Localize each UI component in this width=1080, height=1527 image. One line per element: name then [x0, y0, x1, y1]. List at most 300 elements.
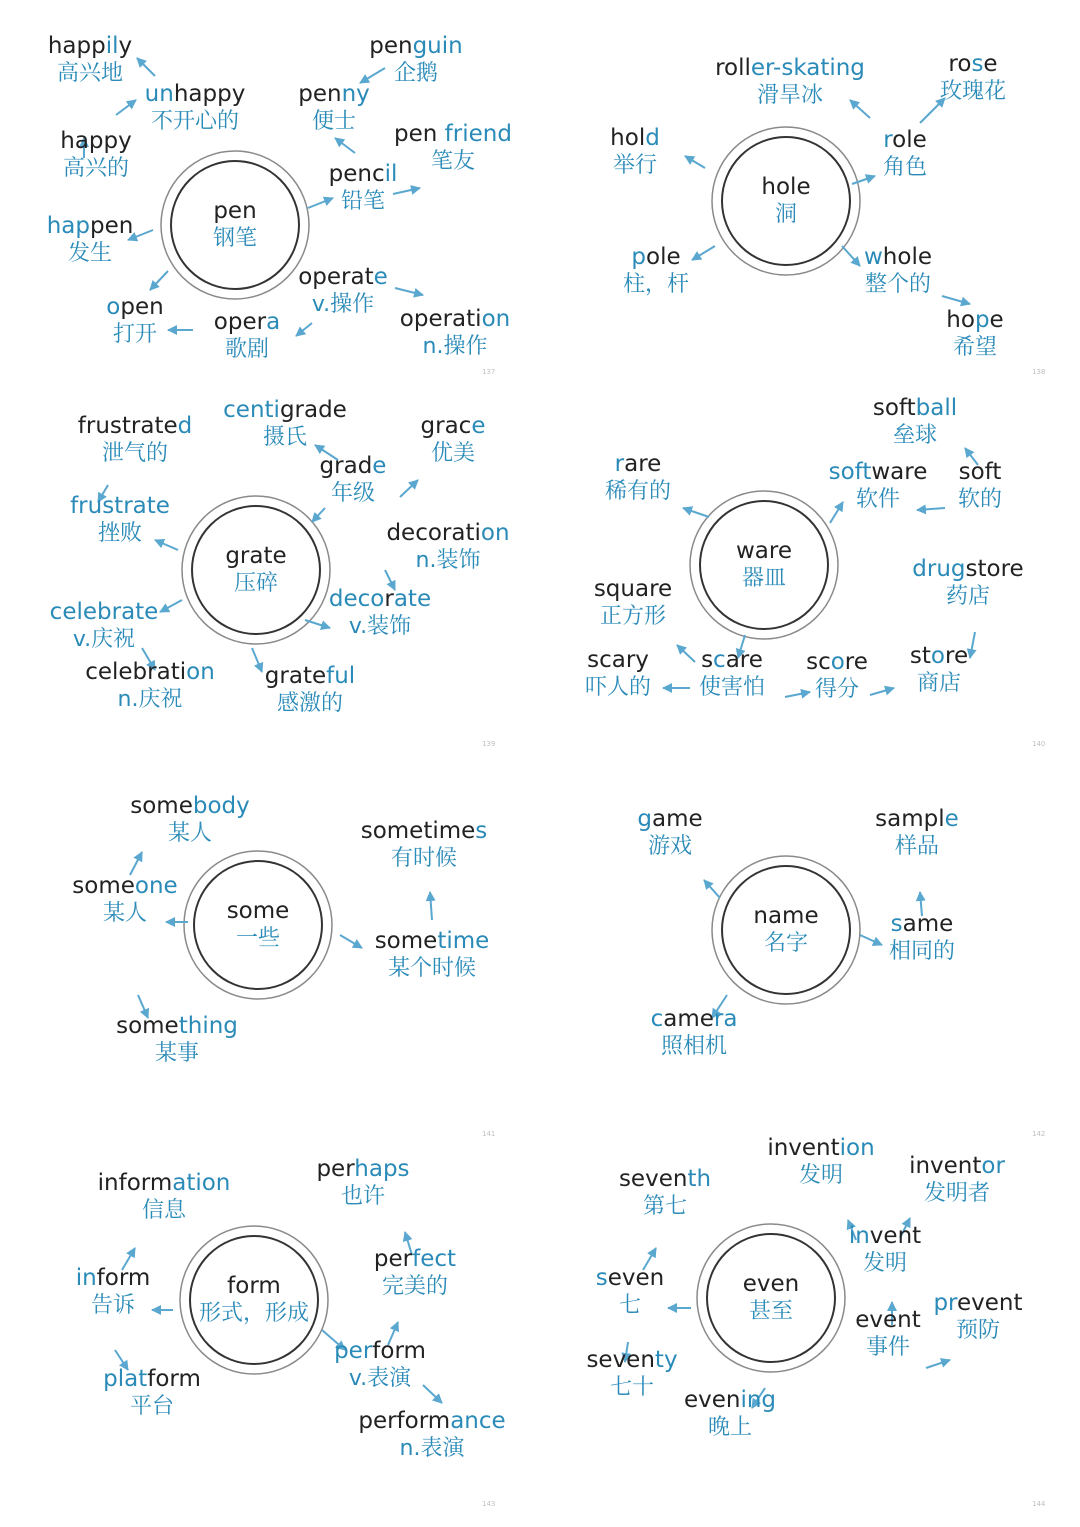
- branch-word: [214, 309, 280, 363]
- chinese-meaning: n.装饰: [415, 547, 481, 573]
- highlighted-segment: on: [186, 659, 215, 686]
- word-segment: happy: [60, 128, 132, 155]
- highlighted-segment: e: [372, 453, 387, 480]
- word-segment: soft: [872, 395, 916, 422]
- branch-word: [610, 125, 660, 179]
- chinese-meaning: 发明: [798, 1162, 843, 1188]
- english-word: [329, 161, 398, 189]
- chinese-meaning: 企鹅: [393, 60, 439, 86]
- word-segment: st: [909, 643, 931, 670]
- branch-word: [130, 793, 250, 847]
- branch-word: [70, 493, 170, 547]
- word-segment: even: [683, 1387, 741, 1414]
- page-number: 139: [482, 740, 496, 748]
- highlighted-segment: on: [481, 306, 511, 333]
- english-word: [227, 898, 290, 926]
- english-word: [596, 1265, 664, 1293]
- word-segment: s: [701, 647, 714, 674]
- word-segment: invent: [909, 1153, 982, 1180]
- chinese-meaning: 歌剧: [224, 336, 270, 362]
- word-segment: re: [944, 643, 969, 670]
- mindmap-panel-even: [580, 1135, 1080, 1520]
- word-segment: decorati: [386, 520, 481, 547]
- chinese-meaning: 预防: [955, 1317, 1001, 1343]
- branch-word: [619, 1166, 711, 1220]
- branch-word: [375, 928, 490, 982]
- highlighted-segment: s: [475, 818, 488, 845]
- highlighted-segment: s: [971, 51, 984, 78]
- word-segment: penc: [328, 161, 385, 188]
- chinese-meaning: 垒球: [892, 422, 937, 448]
- highlighted-segment: celebrate: [49, 599, 159, 626]
- highlighted-segment: ful: [326, 663, 356, 690]
- chinese-meaning: 年级: [330, 480, 375, 506]
- mindmap-panel-grate: [30, 390, 530, 760]
- highlighted-segment: deco: [328, 586, 385, 613]
- word-segment: scary: [587, 647, 649, 674]
- arrow: [395, 288, 423, 295]
- branch-word: [605, 451, 671, 505]
- word-segment: perform: [358, 1408, 451, 1435]
- highlighted-segment: un: [144, 81, 174, 108]
- mindmap-panel-hole: [580, 18, 1080, 388]
- highlighted-segment: plat: [103, 1366, 148, 1393]
- chinese-meaning: v.装饰: [348, 613, 412, 639]
- highlighted-segment: fect: [412, 1246, 457, 1273]
- word-segment: pen: [213, 198, 257, 225]
- word-segment: some: [72, 873, 135, 900]
- english-word: [806, 649, 868, 677]
- branch-word: [329, 586, 431, 640]
- english-word: [829, 459, 928, 487]
- branch-word: [873, 395, 957, 449]
- highlighted-segment: ate: [393, 586, 432, 613]
- highlighted-segment: c: [713, 647, 726, 674]
- arrow: [305, 620, 330, 628]
- word-segment: invent: [767, 1135, 840, 1162]
- english-word: [320, 453, 387, 481]
- english-word: [605, 451, 671, 479]
- word-segment: grade: [279, 397, 347, 424]
- word-segment: ole: [892, 127, 927, 154]
- word-segment: grate: [264, 663, 327, 690]
- branch-word: [909, 1153, 1005, 1207]
- page-number: 141: [482, 1130, 496, 1138]
- chinese-meaning: n.庆祝: [117, 686, 183, 712]
- chinese-meaning: 事件: [865, 1334, 911, 1360]
- chinese-meaning: 优美: [430, 440, 476, 466]
- highlighted-segment: ny: [341, 81, 370, 108]
- english-word: [369, 33, 462, 61]
- word-segment: pen: [394, 121, 445, 148]
- branch-word: [48, 33, 132, 87]
- branch-word: [958, 459, 1002, 513]
- chinese-meaning: 钢笔: [212, 225, 258, 251]
- word-segment: e: [983, 51, 998, 78]
- chinese-meaning: 某事: [154, 1040, 200, 1066]
- chinese-meaning: 吓人的: [584, 674, 652, 700]
- english-word: [610, 125, 660, 153]
- word-segment: y: [118, 33, 133, 60]
- branch-word: [684, 1387, 776, 1441]
- english-word: [864, 244, 932, 272]
- page-number: 142: [1032, 1130, 1046, 1138]
- highlighted-segment: ra: [713, 1006, 738, 1033]
- arrow: [692, 246, 715, 260]
- english-word: [76, 1265, 151, 1293]
- chinese-meaning: 发明者: [923, 1180, 991, 1206]
- word-segment: operat: [298, 264, 374, 291]
- page-number: 140: [1032, 740, 1046, 748]
- chinese-meaning: 七十: [609, 1374, 654, 1400]
- chinese-meaning: v.操作: [311, 291, 375, 317]
- english-word: [85, 659, 215, 687]
- highlighted-segment: g: [637, 806, 652, 833]
- highlighted-segment: er-skating: [750, 55, 865, 82]
- highlighted-segment: e: [944, 806, 959, 833]
- branch-word: [637, 806, 702, 860]
- english-word: [912, 556, 1023, 584]
- arrow: [312, 508, 325, 522]
- word-segment: event: [855, 1307, 921, 1334]
- highlighted-segment: one: [134, 873, 178, 900]
- word-segment: are: [725, 647, 763, 674]
- english-word: [60, 128, 131, 156]
- arrow: [683, 508, 709, 517]
- branch-word: [103, 1366, 201, 1420]
- center-word: [743, 1271, 800, 1325]
- branch-word: [883, 127, 927, 181]
- branch-word: [933, 1290, 1022, 1344]
- chinese-meaning: 发生: [67, 240, 113, 266]
- chinese-meaning: 感激的: [276, 690, 343, 716]
- english-word: [940, 51, 1006, 79]
- highlighted-segment: ing: [740, 1387, 777, 1414]
- word-segment: re: [844, 649, 868, 676]
- english-word: [586, 1347, 677, 1375]
- branch-word: [76, 1265, 151, 1319]
- word-segment: soft: [958, 459, 1002, 486]
- english-word: [298, 81, 370, 109]
- word-segment: happ: [47, 33, 106, 60]
- branch-word: [829, 459, 928, 513]
- english-word: [298, 264, 388, 292]
- arrow: [677, 645, 695, 662]
- highlighted-segment: centi: [223, 397, 280, 424]
- branch-word: [940, 51, 1006, 105]
- highlighted-segment: s: [890, 911, 903, 938]
- chinese-meaning: 软的: [957, 486, 1003, 512]
- english-word: [130, 793, 250, 821]
- highlighted-segment: time: [437, 928, 490, 955]
- word-segment: form: [147, 1366, 201, 1393]
- english-word: [585, 647, 651, 675]
- chinese-meaning: 便士: [311, 108, 356, 134]
- branch-word: [715, 55, 865, 109]
- branch-word: [910, 643, 968, 697]
- english-word: [145, 81, 246, 109]
- english-word: [375, 928, 490, 956]
- word-segment: even: [742, 1271, 800, 1298]
- highlighted-segment: r: [883, 127, 893, 154]
- branch-word: [358, 1408, 505, 1462]
- word-segment: sc: [806, 649, 831, 676]
- word-segment: e: [989, 307, 1004, 334]
- arrow: [296, 323, 312, 336]
- arrow: [130, 852, 142, 875]
- chinese-meaning: 样品: [894, 833, 940, 859]
- page-number: 144: [1032, 1500, 1046, 1508]
- chinese-meaning: 七: [618, 1292, 642, 1318]
- word-segment: ame: [651, 806, 703, 833]
- chinese-meaning: 第七: [642, 1193, 687, 1219]
- english-word: [743, 1271, 800, 1299]
- english-word: [225, 543, 286, 571]
- highlighted-segment: il: [105, 33, 119, 60]
- english-word: [223, 397, 347, 425]
- chinese-meaning: 角色: [882, 154, 928, 180]
- mindmap-panel-name: [580, 780, 1080, 1150]
- branch-word: [596, 1265, 664, 1319]
- center-word: [225, 543, 286, 597]
- english-word: [394, 121, 512, 149]
- word-segment: happy: [173, 81, 246, 108]
- english-word: [761, 174, 810, 202]
- mindmap-panel-form: [30, 1150, 530, 1520]
- chinese-meaning: 泄气的: [101, 440, 168, 466]
- word-segment: operati: [399, 306, 482, 333]
- branch-word: [116, 1013, 238, 1067]
- highlighted-segment: a: [266, 309, 281, 336]
- arrow: [335, 138, 355, 153]
- branch-word: [316, 1156, 409, 1210]
- branch-word: [298, 81, 370, 135]
- highlighted-segment: ation: [172, 1170, 231, 1197]
- chinese-meaning: 某人: [102, 900, 147, 926]
- english-word: [619, 1166, 711, 1194]
- branch-word: [594, 576, 672, 630]
- chinese-meaning: n.操作: [422, 333, 488, 359]
- arrow: [842, 246, 860, 266]
- highlighted-segment: e: [471, 413, 486, 440]
- word-segment: roll: [715, 55, 751, 82]
- english-word: [214, 309, 280, 337]
- word-segment: grac: [420, 413, 472, 440]
- chinese-meaning: 照相机: [660, 1033, 727, 1059]
- english-word: [358, 1408, 505, 1436]
- chinese-meaning: 完美的: [381, 1273, 449, 1299]
- chinese-meaning: 滑旱冰: [756, 82, 824, 108]
- chinese-meaning: 高兴的: [62, 155, 130, 181]
- english-word: [873, 395, 957, 423]
- branch-word: [421, 413, 486, 467]
- branch-word: [329, 161, 398, 215]
- center-word: [213, 198, 257, 252]
- chinese-meaning: 平台: [129, 1393, 174, 1419]
- branch-word: [78, 413, 192, 467]
- chinese-meaning: 相同的: [888, 938, 956, 964]
- highlighted-segment: o: [106, 294, 121, 321]
- chinese-meaning: v.庆祝: [72, 626, 136, 652]
- chinese-meaning: 一些: [235, 925, 280, 951]
- chinese-meaning: 游戏: [647, 833, 693, 859]
- english-word: [889, 911, 955, 939]
- word-segment: r: [384, 586, 394, 613]
- english-word: [909, 1153, 1005, 1181]
- highlighted-segment: s: [595, 1265, 608, 1292]
- chinese-meaning: 器皿: [741, 565, 787, 591]
- chinese-meaning: n.表演: [399, 1435, 465, 1461]
- branch-word: [651, 1006, 738, 1060]
- arrow: [970, 632, 975, 658]
- arrow: [704, 880, 720, 898]
- word-segment: hole: [882, 244, 933, 271]
- english-word: [78, 413, 192, 441]
- branch-word: [400, 306, 510, 360]
- english-word: [316, 1156, 409, 1184]
- branch-word: [374, 1246, 456, 1300]
- page-number: 143: [482, 1500, 496, 1508]
- highlighted-segment: p: [631, 244, 646, 271]
- english-word: [386, 520, 509, 548]
- highlighted-segment: soft: [828, 459, 872, 486]
- english-word: [50, 599, 159, 627]
- arrow: [430, 892, 432, 920]
- arrow: [150, 271, 168, 290]
- arrow: [926, 1360, 950, 1368]
- chinese-meaning: 挫败: [97, 520, 143, 546]
- arrow: [942, 296, 970, 304]
- english-word: [199, 1273, 309, 1301]
- branch-word: [767, 1135, 874, 1189]
- chinese-meaning: 晚上: [707, 1414, 753, 1440]
- chinese-meaning: 柱，杆: [622, 271, 690, 297]
- branch-word: [585, 647, 651, 701]
- english-word: [767, 1135, 874, 1163]
- english-word: [106, 294, 163, 322]
- english-word: [637, 806, 702, 834]
- english-word: [875, 806, 959, 834]
- highlighted-segment: il: [384, 161, 398, 188]
- highlighted-segment: d: [177, 413, 193, 440]
- chinese-meaning: 软件: [855, 486, 900, 512]
- word-segment: ro: [948, 51, 972, 78]
- word-segment: sometime: [360, 818, 476, 845]
- branch-word: [864, 244, 932, 298]
- arrow: [870, 688, 894, 695]
- highlighted-segment: friend: [444, 121, 512, 148]
- branch-word: [806, 649, 868, 703]
- english-word: [98, 1170, 231, 1198]
- word-segment: pen: [298, 81, 342, 108]
- word-segment: pen: [120, 294, 164, 321]
- english-word: [623, 244, 689, 272]
- highlighted-segment: or: [981, 1153, 1005, 1180]
- chinese-meaning: 洞: [774, 201, 798, 227]
- word-segment: pen: [89, 213, 134, 240]
- chinese-meaning: 告诉: [90, 1292, 136, 1318]
- arrow: [137, 58, 155, 76]
- highlighted-segment: in: [75, 1265, 97, 1292]
- chinese-meaning: 玫瑰花: [939, 78, 1007, 104]
- branch-word: [106, 294, 163, 348]
- highlighted-segment: drug: [912, 556, 966, 583]
- highlighted-segment: d: [645, 125, 660, 152]
- chinese-meaning: 高兴地: [56, 60, 123, 86]
- highlighted-segment: body: [192, 793, 250, 820]
- branch-word: [875, 806, 959, 860]
- english-word: [736, 538, 792, 566]
- word-segment: some: [374, 928, 438, 955]
- branch-word: [72, 873, 177, 927]
- branch-word: [223, 397, 347, 451]
- branch-word: [85, 659, 215, 713]
- branch-word: [298, 264, 388, 318]
- highlighted-segment: pr: [933, 1290, 958, 1317]
- highlighted-segment: guin: [412, 33, 463, 60]
- highlighted-segment: c: [650, 1006, 664, 1033]
- branch-word: [50, 599, 159, 653]
- chinese-meaning: 形式，形成: [198, 1300, 310, 1326]
- word-segment: even: [607, 1265, 665, 1292]
- word-segment: ame: [663, 1006, 714, 1033]
- highlighted-segment: r: [614, 451, 625, 478]
- english-word: [594, 576, 672, 604]
- highlighted-segment: w: [863, 244, 883, 271]
- word-segment: event: [957, 1290, 1023, 1317]
- branch-word: [946, 307, 1003, 361]
- english-word: [70, 493, 170, 521]
- word-segment: sampl: [875, 806, 945, 833]
- english-word: [910, 643, 968, 671]
- chinese-meaning: 使害怕: [698, 674, 766, 700]
- word-segment: ame: [902, 911, 954, 938]
- chinese-meaning: 某个时候: [387, 955, 476, 981]
- branch-word: [912, 556, 1023, 610]
- english-word: [855, 1307, 921, 1335]
- center-word: [199, 1273, 309, 1327]
- english-word: [334, 1338, 426, 1366]
- branch-word: [334, 1338, 426, 1392]
- arrow: [160, 600, 182, 612]
- page-number: 138: [1032, 368, 1046, 376]
- word-segment: grad: [319, 453, 373, 480]
- word-segment: hole: [761, 174, 811, 201]
- branch-word: [47, 213, 134, 267]
- english-word: [933, 1290, 1022, 1318]
- highlighted-segment: ance: [450, 1408, 506, 1435]
- chinese-meaning: 整个的: [864, 271, 932, 297]
- highlighted-segment: th: [687, 1166, 712, 1193]
- arrow: [340, 935, 362, 948]
- word-segment: some: [226, 898, 290, 925]
- center-word: [761, 174, 810, 228]
- english-word: [72, 873, 177, 901]
- english-word: [47, 213, 134, 241]
- word-segment: oper: [213, 309, 267, 336]
- english-word: [265, 663, 355, 691]
- english-word: [883, 127, 927, 155]
- english-word: [946, 307, 1003, 335]
- highlighted-segment: ball: [915, 395, 958, 422]
- english-word: [103, 1366, 201, 1394]
- word-segment: seven: [618, 1166, 688, 1193]
- page-number: 137: [482, 368, 496, 376]
- word-segment: pen: [369, 33, 413, 60]
- branch-word: [889, 911, 955, 965]
- word-segment: seven: [586, 1347, 655, 1374]
- chinese-meaning: 笔友: [430, 148, 476, 174]
